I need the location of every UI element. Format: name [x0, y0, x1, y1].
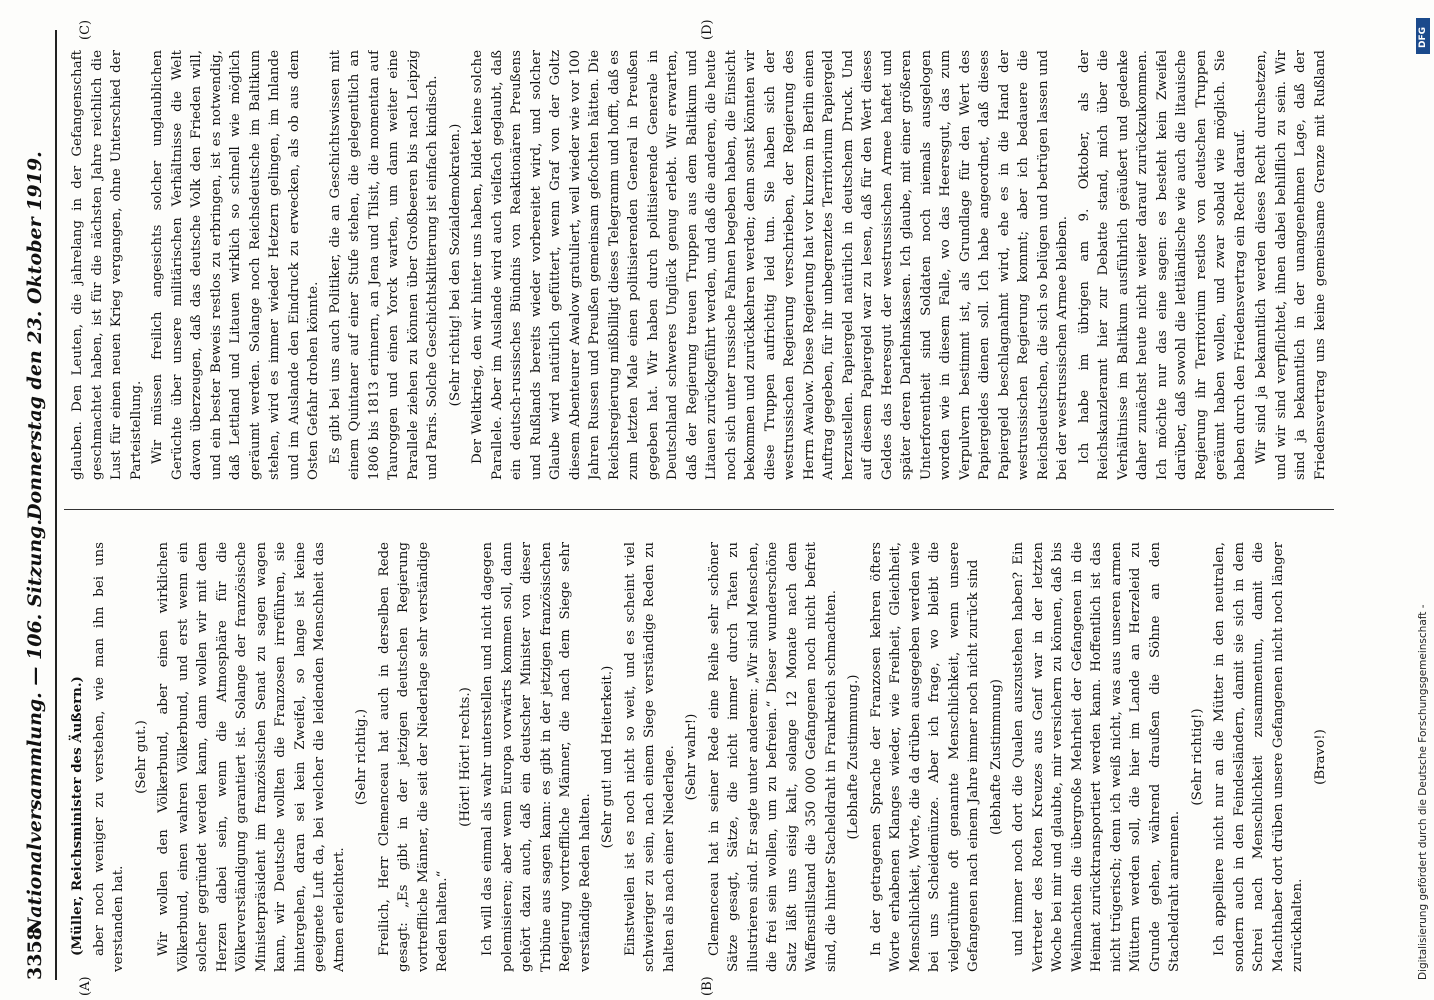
- paragraph: Wir müssen freilich angesichts solcher unglaublichen Gerüchte über unsere militärischen Verhältnisse die Welt davon überzeugen, daß das deutsche Volk den Frieden will, und ein bester Beweis restlos zu erbringen, ist es notwendig, daß Lettland und Litauen wirklich so schnell wie möglich geräumt werden. Solange noch Reichsdeutsche im Baltikum stehen, wird es immer wieder Hetzern gelingen, im Inlande und im Auslande den Eindruck zu erwecken, als ob aus dem Osten Gefahr drohen könnte.: [150, 50, 321, 480]
- page-header: [24, 30, 64, 980]
- paragraph: Wir wollen den Völkerbund, aber einen wirklichen Völkerbund, einen wahren Völkerbund, und erst wenn ein solcher gegründet werden kann, dann wollen wir mit dem Herzen dabei sein, wenn die Atmosphäre für die Völkerverständigung garantiert ist. Solange der französische Ministerpräsident im französischen Senat zu sagen wagen kann, wir Deutsche wollten die Franzosen irreführen, sie hintergehen, daran sei kein Zweifel, so lange ist keine geeignete Luft da, bei welcher die leidenden Menschheit das Atmen erleichtert.: [156, 542, 347, 972]
- left-column: [68, 542, 1328, 972]
- paragraph: In der getragenen Sprache der Franzosen kehren öfters Worte erhabenen Klanges wieder, wie Freiheit, Gleichheit, Menschlichkeit, Worte, die da drüben ausgegeben werden wie bei uns Scheidemünze. Aber ich frage, wo bleibt die vielgerühmte oft genannte Menschlichkeit, wenn unsere Gefangenen nach einem Jahre immer noch nicht zurück sind: [868, 542, 981, 972]
- interjection: (Sehr richtig! bei den Sozialdemokraten.): [447, 123, 463, 407]
- paragraph: Ich appelliere nicht nur an die Mütter in den neutralen, sondern auch in den Feindesländern, damit sie sich in dem Schrei nach Menschlichkeit zusammentun, damit die Machthaber dort drüben unsere Gefangenen nicht noch länger zurückhalten.: [1212, 542, 1305, 972]
- margin-mark-d: (D): [700, 19, 715, 40]
- interjection: (Bravo!): [1312, 729, 1328, 785]
- dfg-logo: [1416, 18, 1430, 54]
- speaker-line: (Müller, Reichsminister des Äußern.): [69, 676, 85, 956]
- interjection: (lebhafte Zustimmung): [988, 678, 1004, 836]
- paragraph: Einstweilen ist es noch nicht so weit, und es scheint viel schwieriger zu sein, nach einem Siege verständige Reden zu halten als nach einer Niederlage.: [622, 542, 677, 972]
- paragraph: Wir sind ja bekanntlich werden dieses Recht durchsetzen, und wir sind verpflichtet, ihnen dabei behilflich zu sein. Wir sind ja bekanntlich in der unangenehmen Lage, daß der Friedensvertrag uns keine gemeinsame Grenze mit Rußland: [1254, 50, 1328, 480]
- paragraph: und immer noch dort die Qualen auszustehen haben? Ein Vertreter des Roten Kreuzes aus Genf war in der letzten Woche bei mir und glaubte, mir versichern zu können, daß bis Weihnachten die übergroße Mehrheit der Gefangenen in die Heimat zurücktransportiert werden kann. Hoffentlich ist das nicht trügerisch; denn ich weiß nicht, was aus unseren armen Müttern werden soll, die hier im Lande an Herzeleid zu Grunde gehen, während draußen die Söhne an den Stacheldraht anrennen.: [1011, 542, 1182, 972]
- paragraph: Ich will das einmal als wahr unterstellen und nicht dagegen polemisieren; aber wenn Europa vorwärts kommen soll, dann gehört dazu auch, daß ein deutscher Minister von dieser Tribüne aus sagen kann: es gibt in der jetzigen französischen Regierung vortreffliche Männer, die nach dem Siege sehr verständige Reden halten.: [480, 542, 593, 972]
- interjection: (Sehr gut! und Heiterkeit.): [600, 665, 615, 849]
- paragraph: Freilich, Herr Clemenceau hat auch in derselben Rede gesagt: „Es gibt in der jetzigen deutschen Regierung vortreffliche Männer, die seit der Niederlage sehr verständige Reden halten.“: [376, 542, 450, 972]
- paragraph: Es gibt bei uns auch Politiker, die an Geschichtswissen mit einem Quintaner auf einer Stufe stehen, die gelegentlich an 1806 bis 1813 erinnern, an Jena und Tilsit, die momentan auf Tauroggen und einen Yorck warten, um dann weiter eine Parallele ziehen zu können über Großbeeren bis nach Leipzig und Paris. Solche Geschichtsklitterung ist einfach kindisch.: [327, 50, 440, 480]
- header-date: Donnerstag den 23. Oktober 1919.: [24, 151, 46, 520]
- margin-mark-a: (A): [78, 976, 93, 996]
- credit-text: Digitalisierung gefördert durch die Deutsche Forschungsgemeinschaft -: [1417, 604, 1429, 980]
- interjection: (Sehr richtig!): [1189, 708, 1205, 806]
- paragraph: Der Weltkrieg, den wir hinter uns haben, bildet keine solche Parallele. Aber im Auslande wird auch vielfach geglaubt, daß ein deutsch-russisches Bündnis von Reaktionären Preußens und Rußlands bereits wieder vorbereitet wird, und solcher Glaube wird natürlich gefüttert, wenn Graf von der Goltz diesem Abenteurer Awalow gratuliert, weil wieder wie vor 100 Jahren Russen und Preußen gemeinsam gefochten hätten. Die Reichsregierung mißbilligt dieses Telegramm und hofft, daß es zum letzten Male einen politisierenden General in Preußen gegeben hat. Wir haben durch politisierende Generale in Deutschland schweres Unglück genug erlebt. Wir erwarten, daß der Regierung treuen Truppen aus dem Baltikum und Litauen zurückgeführt werden, und daß die anderen, die heute noch sich unter russische Fahnen begeben haben, die Einsicht bekommen und zurückkehren werden; denn sonst könnten wir diese Truppen aufrichtig leid tun. Sie haben sich der westrussischen Regierung verschrieben, der Regierung des Herrn Awalow. Diese Regierung hat vor kurzem in Berlin einen Auftrag gegeben, für ihr unbegrenztes Territorium Papiergeld herzustellen. Papiergeld natürlich in deutschem Druck. Und auf diesem Papiergeld war zu lesen, daß für den Wert dieses Geldes das Heeresgut der westrussischen Armee haftet und später deren Darlehnskassen. Ich glaube, mit einer größeren Unterforentheit sind Soldaten noch niemals ausgelogen worden wie in diesem Falle, wo das Heeresgut, das zum Verpulvern bestimmt ist, als Grundlage für den Wert des Papiergeldes dienen soll. Ich habe angeordnet, daß dieses Papiergeld beschlagnahmt wird, ehe es in die Hand der westrussischen Regierung kommt; aber ich bedauere die Reichsdeutschen, die sich so belügen und betrügen lassen und bei der westrussischen Armee bleiben.: [470, 50, 1070, 480]
- margin-mark-c: (C): [78, 19, 93, 40]
- interjection: (Sehr wahr!): [684, 713, 699, 801]
- paragraph: glauben. Den Leuten, die jahrelang in der Gefangenschaft geschmachtet haben, ist für die nächsten Jahre reichlich die Lust für einen neuen Krieg vergangen, ohne Unterschied der Parteistellung.: [70, 50, 144, 480]
- page-number: 3358: [24, 927, 46, 980]
- paragraph: Clemenceau hat in seiner Rede eine Reihe sehr schöner Sätze gesagt, Sätze, die nicht immer durch Taten zu illustrieren sind. Er sagte unter anderem: „Wir sind Menschen, die frei sein wollen, um zu befreien.“ Dieser wunderschöne Satz läßt uns eisig kalt, solange 12 Monate nach dem Waffenstillstand die 350 000 Gefangenen noch nicht befreit sind, die hinter Stacheldraht in Frankreich schmachten.: [706, 542, 839, 972]
- interjection: (Hört! Hört! rechts.): [457, 687, 473, 827]
- right-column: [68, 50, 1328, 480]
- dfg-logo-text: DFG: [1418, 26, 1428, 48]
- interjection: (Sehr richtig.): [354, 708, 369, 806]
- paragraph: aber noch weniger zu verstehen, wie man ihn bei uns verstanden hat.: [91, 542, 126, 972]
- paragraph: Ich habe im übrigen am 9. Oktober, als der Reichskanzleramt hier zur Debatte stand, mich über die Verhältnisse im Baltikum ausführlich geäußert und gedenke daher zunächst heute nicht weiter darauf zurückzukommen. Ich möchte nur das eine sagen: es besteht kein Zweifel darüber, daß sowohl die lettländische wie auch die litauische Regierung ihr Territorium restlos von deutschen Truppen geräumt haben wollen, und zwar sobald wie möglich. Sie haben durch den Friedensvertrag ein Recht darauf.: [1076, 50, 1248, 480]
- interjection: (Sehr gut.): [133, 720, 149, 794]
- margin-mark-b: (B): [700, 976, 715, 996]
- header-title: Nationalversammlung. — 106. Sitzung.: [24, 519, 46, 935]
- interjection: (Lebhafte Zustimmung.): [846, 674, 861, 840]
- digitization-credit: [1414, 10, 1434, 995]
- column-divider: [64, 509, 1334, 510]
- header-rule: [55, 30, 57, 980]
